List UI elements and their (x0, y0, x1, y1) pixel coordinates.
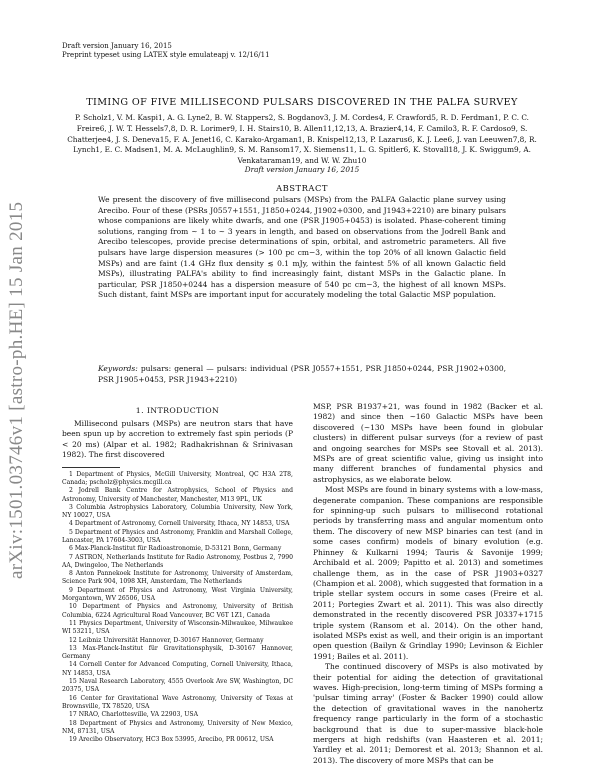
footnote: 13 Max-Planck-Institut für Gravitationsphysik, D-30167 Hannover, Germany (62, 644, 293, 661)
draft-date: Draft version January 16, 2015 (244, 165, 360, 174)
body-paragraph: The continued discovery of MSPs is also motivated by their potential for aiding the detection of gravitational waves. High-precision, long-term timing of MSPs forming a 'pulsar timing array' (Foster & Backer 1990) could allow the detection of gravitational waves in the nanohertz frequency range particularly in the form of a stochastic background that is due to super-massive black-hole mergers at high redshifts (van Haasteren et al. 2011; Yardley et al. 2011; Demorest et al. 2013; Shannon et al. 2013). The discovery of more MSPs that can be (313, 662, 543, 765)
preprint-header (62, 42, 270, 60)
footnote: 7 ASTRON, Netherlands Institute for Radio Astronomy, Postbus 2, 7990 AA, Dwingeloo, The Netherlands (62, 553, 293, 569)
keywords-text: pulsars: general — pulsars: individual (PSR J0557+1551, PSR J1850+0244, PSR J1902+0300, PSR J1905+0453, PSR J1943+2210) (98, 364, 506, 384)
paper-title: TIMING OF FIVE MILLISECOND PULSARS DISCOVERED IN THE PALFA SURVEY (86, 97, 518, 108)
footnote: 10 Department of Physics and Astronomy, University of British Columbia, 6224 Agricultural Road Vancouver, BC V6T 1Z1, Canada (62, 603, 293, 619)
footnote: 8 Anton Pannekoek Institute for Astronomy, University of Amsterdam, Science Park 904, 1098 XH, Amsterdam, The Netherlands (62, 570, 293, 586)
abstract-text: We present the discovery of five millisecond pulsars (MSPs) from the PALFA Galactic plane survey using Arecibo. Four of these (PSRs J0557+1551, J1850+0244, J1902+0300, and J1943+2210) are binary pulsars whose companions are likely white dwarfs, and one (PSR J1905+0453) is isolated. Phase-coherent timing solutions, ranging from ~ 1 to ~ 3 years in length, and based on observations from the Jodrell Bank and Arecibo telescopes, provide precise determinations of spin, orbital, and astrometric parameters. All five pulsars have large dispersion measures (> 100 pc cm−3, within the top 20% of all known Galactic field MSPs) and are faint (1.4 GHz flux density ≲ 0.1 mJy, within the faintest 5% of all known Galactic field MSPs), illustrating PALFA's ability to find increasingly faint, distant MSPs in the Galactic plane. In particular, PSR J1850+0244 has a dispersion measure of 540 pc cm−3, the highest of all known MSPs. Such distant, faint MSPs are important input for accurately modeling the total Galactic MSP population. (98, 195, 506, 300)
footnote: 4 Department of Astronomy, Cornell University, Ithaca, NY 14853, USA (69, 520, 290, 528)
footnote: 16 Center for Gravitational Wave Astronomy, University of Texas at Brownsville, TX 78520, USA (62, 694, 293, 710)
abstract-heading: ABSTRACT (276, 183, 328, 193)
footnote: 2 Jodrell Bank Centre for Astrophysics, School of Physics and Astronomy, University of Manchester, Manchester, M13 9PL, UK (62, 487, 293, 503)
body-paragraph: MSP, PSR B1937+21, was found in 1982 (Backer et al. 1982) and since then ~160 Galactic MSPs have been discovered (~130 MSPs have been found in globular clusters) in different pulsar surveys (for a review of past and ongoing searches for MSPs see Stovall et al. 2013). MSPs are of great scientific value, giving us insight into many different branches of fundamental physics and astrophysics, as we elaborate below. (313, 402, 543, 484)
footnote: 5 Department of Physics and Astronomy, Franklin and Marshall College, Lancaster, PA 17604-3003, USA (62, 528, 293, 544)
footnote: 11 Physics Department, University of Wisconsin-Milwaukee, Milwaukee WI 53211, USA (62, 619, 293, 636)
footnote: 3 Columbia Astrophysics Laboratory, Columbia University, New York, NY 10027, USA (62, 503, 293, 520)
footnotes (62, 471, 293, 745)
keywords (98, 364, 506, 385)
right-column (313, 402, 543, 766)
section-heading-introduction: 1. INTRODUCTION (135, 406, 220, 415)
intro-paragraph: Millisecond pulsars (MSPs) are neutron stars that have been spun up by accretion to extremely fast spin periods (P < 20 ms) (Alpar et al. 1982; Radhakrishnan & Srinivasan 1982). The first discovered (62, 419, 293, 460)
draft-version-line: Draft version January 16, 2015 (62, 42, 172, 50)
keywords-label: Keywords: (98, 364, 138, 373)
footnote: 19 Arecibo Observatory, HC3 Box 53995, Arecibo, PR 00612, USA (69, 736, 274, 744)
footnote: 14 Cornell Center for Advanced Computing, Cornell University, Ithaca, NY 14853, USA (62, 661, 293, 677)
body-paragraph: Most MSPs are found in binary systems with a low-mass, degenerate companion. These companions are responsible for spinning-up such pulsars to millisecond rotational periods by transferring mass and angular momentum onto them. The discovery of new MSP binaries can test (and in some cases confirm) models of binary evolution (e.g. Phinney & Kulkarni 1994; Tauris & Savonije 1999; Archibald et al. 2009; Papitto et al. 2013) and sometimes challenge them, as in the case of PSR J1903+0327 (Champion et al. 2008), which suggested that formation in a triple stellar system occurs in some cases (Freire et al. 2011; Portegies Zwart et al. 2011). This was also directly demonstrated in the recently discovered PSR J0337+1715 triple system (Ransom et al. 2014). On the other hand, isolated MSPs exist as well, and their origin is an important open question (Bailyn & Grindlay 1990; Levinson & Eichler 1991; Bailes et al. 2011). (313, 485, 543, 661)
footnote: 9 Department of Physics and Astronomy, West Virginia University, Morgantown, WV 26506, USA (62, 586, 293, 603)
footnote: 1 Department of Physics, McGill University, Montreal, QC H3A 2T8, Canada; pscholz@physics.mcgill.ca (62, 470, 293, 486)
left-column (62, 406, 293, 744)
arxiv-identifier: arXiv:1501.03746v1 [astro-ph.HE] 15 Jan 2015 (6, 201, 27, 579)
footnote-rule (62, 467, 120, 468)
footnote: 6 Max-Planck-Institut für Radioastronomie, D-53121 Bonn, Germany (69, 545, 282, 553)
footnote: 12 Leibniz Universität Hannover, D-30167 Hannover, Germany (69, 636, 264, 644)
footnote: 15 Naval Research Laboratory, 4555 Overlook Ave SW, Washington, DC 20375, USA (62, 678, 293, 694)
preprint-style-line: Preprint typeset using LATEX style emulateapj v. 12/16/11 (62, 51, 270, 59)
footnote: 18 Department of Physics and Astronomy, University of New Mexico, NM, 87131, USA (62, 719, 293, 735)
author-list: P. Scholz1, V. M. Kaspi1, A. G. Lyne2, B. W. Stappers2, S. Bogdanov3, J. M. Cordes4, F. Crawford5, R. D. Ferdman1, P. C. C. Freire6, J. W. T. Hessels7,8, D. R. Lorimer9, I. H. Stairs10, B. Allen11,12,13, A. Brazier4,14, F. Camilo3, R. F. Cardoso9, S. Chatterjee4, J. S. Deneva15, F. A. Jenet16, C. Karako-Argaman1, B. Knispel12,13, P. Lazarus6, K. J. Lee6, J. van Leeuwen7,8, R. Lynch1, E. C. Madsen1, M. A. McLaughlin9, S. M. Ransom17, X. Siemens11, L. G. Spitler6, K. Stovall18, J. K. Swiggum9, A. Venkataraman19, and W. W. Zhu10 (67, 113, 537, 166)
footnote: 17 NRAO, Charlottesville, VA 22903, USA (69, 711, 198, 719)
